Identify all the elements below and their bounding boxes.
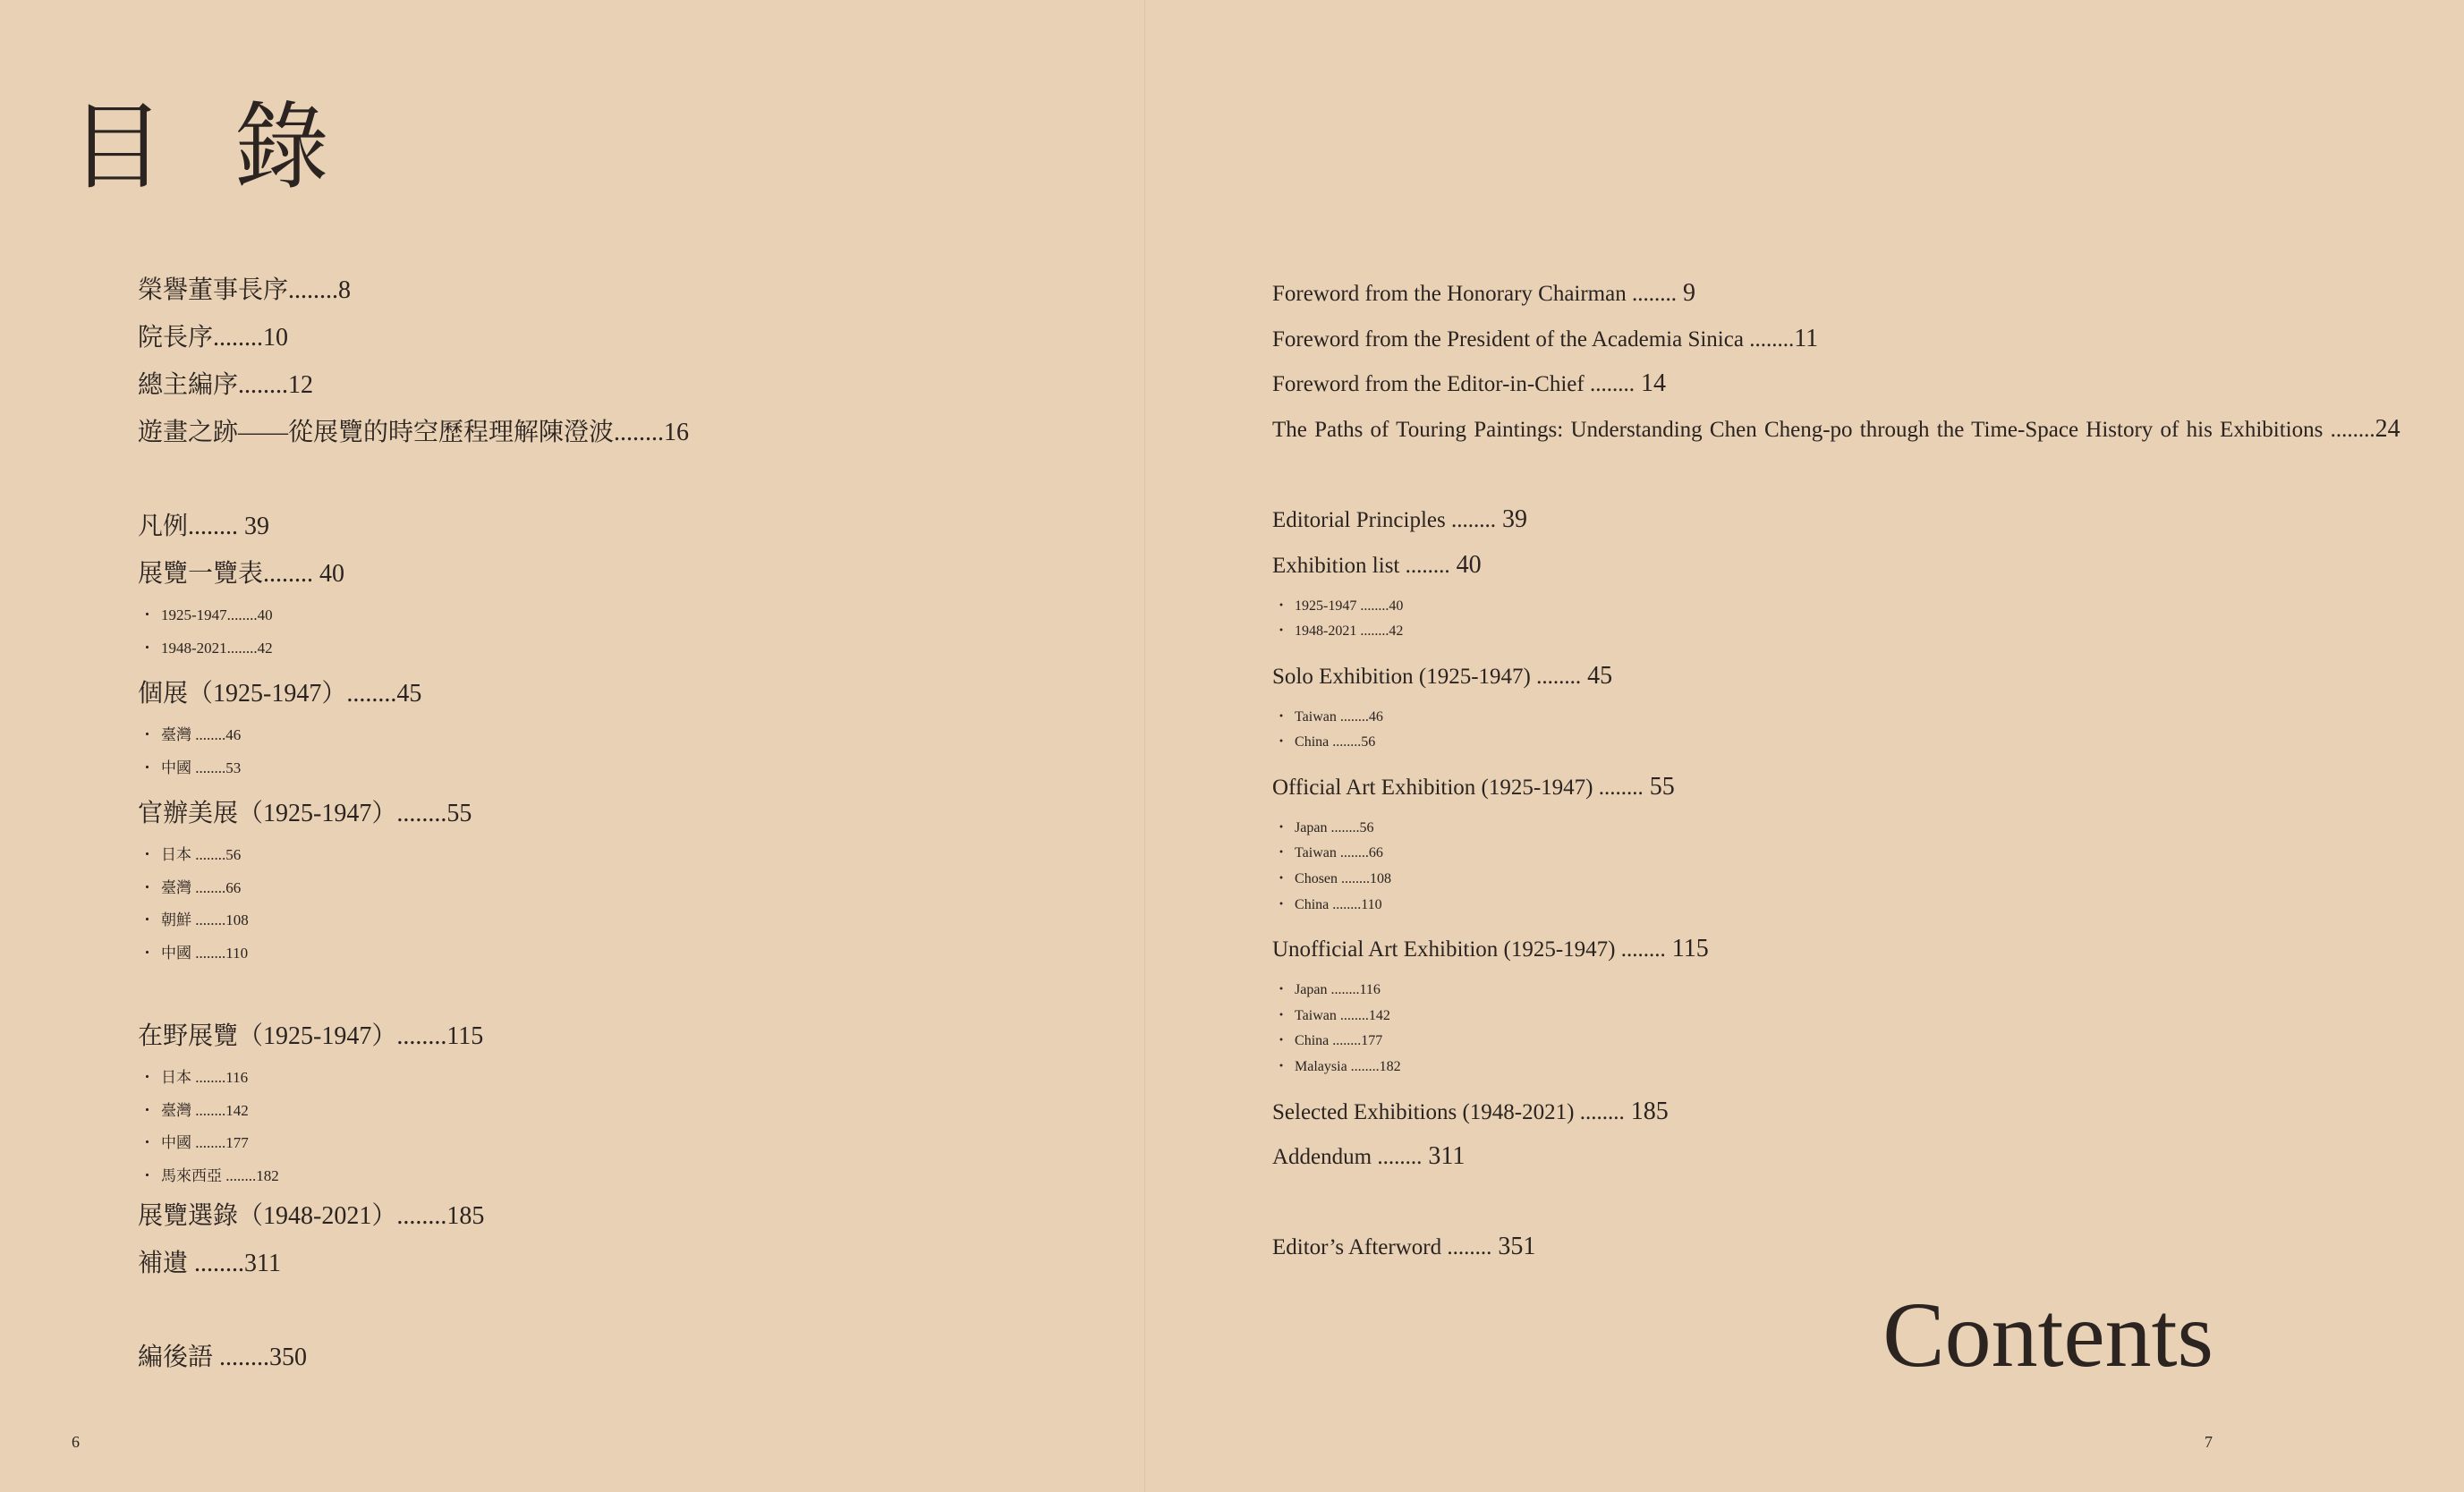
toc-entry-page: 11 xyxy=(1794,324,1819,352)
toc-subentry[interactable] xyxy=(138,1127,689,1160)
bullet: ・ xyxy=(140,1101,155,1119)
toc-entry-label: Editorial Principles ........ xyxy=(1272,508,1496,533)
toc-subentry-label: 日本 ........56 xyxy=(161,846,242,863)
bullet: ・ xyxy=(1274,819,1289,835)
toc-subentry-label: China ........56 xyxy=(1295,734,1376,750)
bullet: ・ xyxy=(140,1166,155,1184)
toc-entry[interactable]: 榮譽董事長序........8 xyxy=(138,276,352,304)
toc-subentry-label: Taiwan ........66 xyxy=(1295,845,1383,861)
toc-entry-page: 45 xyxy=(1581,661,1613,690)
bullet: ・ xyxy=(140,726,155,743)
toc-entry-label: Official Art Exhibition (1925-1947) ........ xyxy=(1272,775,1644,800)
toc-entry[interactable]: 個展（1925-1947）........45 xyxy=(138,680,422,708)
bullet: ・ xyxy=(1274,896,1289,912)
toc-subentry[interactable] xyxy=(1272,619,2464,645)
toc-entry-label: The Paths of Touring Paintings: Understanding Chen Cheng-po through the Time-Space History of his Exhibitions ........ xyxy=(1272,417,2375,442)
toc-entry-label: Solo Exhibition (1925-1947) ........ xyxy=(1272,664,1582,689)
toc-subentry[interactable] xyxy=(138,752,689,785)
bullet: ・ xyxy=(1274,1033,1289,1049)
bullet: ・ xyxy=(1274,598,1289,614)
toc-entry[interactable] xyxy=(1272,271,2464,317)
toc-entry[interactable]: 院長序........10 xyxy=(138,324,289,352)
right-page xyxy=(1145,0,2400,1492)
bullet: ・ xyxy=(140,606,155,623)
bullet: ・ xyxy=(1274,734,1289,750)
toc-entry-page: 24 xyxy=(2375,414,2400,443)
toc-entry-label: Foreword from the President of the Academia Sinica ........ xyxy=(1272,326,1795,352)
toc-entry[interactable]: 展覽一覽表........ 40 xyxy=(138,560,345,588)
toc-entry-page: 115 xyxy=(1665,935,1709,963)
bullet: ・ xyxy=(140,639,155,657)
toc-subentry[interactable] xyxy=(1272,1055,2464,1081)
toc-entry-page: 351 xyxy=(1491,1232,1536,1260)
toc-entry-page: 39 xyxy=(1495,505,1527,534)
toc-subentry[interactable] xyxy=(1272,816,2464,842)
toc-chinese xyxy=(138,267,689,1381)
toc-subentry[interactable] xyxy=(138,719,689,752)
toc-subentry[interactable] xyxy=(138,937,689,971)
toc-subentry-label: Japan ........116 xyxy=(1295,981,1381,997)
toc-subentry[interactable] xyxy=(138,904,689,937)
toc-subentry-label: 1925-1947 ........40 xyxy=(1295,598,1404,614)
toc-subentry-label: China ........110 xyxy=(1295,896,1382,912)
toc-entry-label: Addendum ........ xyxy=(1272,1145,1423,1170)
toc-entry-page: 40 xyxy=(1449,550,1482,579)
bullet: ・ xyxy=(1274,845,1289,861)
toc-subentry[interactable] xyxy=(1272,893,2464,919)
toc-entry[interactable] xyxy=(1272,1134,2464,1180)
toc-entry[interactable] xyxy=(1272,927,2464,972)
bullet: ・ xyxy=(140,759,155,776)
toc-subentry[interactable] xyxy=(138,1095,689,1128)
toc-entry[interactable]: 遊畫之跡——從展覽的時空歷程理解陳澄波........16 xyxy=(138,419,690,446)
bullet: ・ xyxy=(140,878,155,896)
page-title-english: Contents xyxy=(1882,1284,2213,1386)
toc-entry-page: 311 xyxy=(1422,1142,1466,1171)
toc-entry-label: Editor’s Afterword ........ xyxy=(1272,1234,1492,1259)
toc-entry[interactable]: 補遺 ........311 xyxy=(138,1250,281,1277)
bullet: ・ xyxy=(1274,870,1289,886)
toc-subentry[interactable] xyxy=(1272,730,2464,756)
toc-subentry-label: 中國 ........110 xyxy=(161,944,249,962)
toc-subentry-label: Malaysia ........182 xyxy=(1295,1058,1401,1074)
toc-entry[interactable] xyxy=(1272,543,2464,589)
toc-entry[interactable] xyxy=(1272,407,2464,454)
toc-entry[interactable]: 編後語 ........350 xyxy=(138,1344,308,1371)
toc-entry[interactable] xyxy=(1272,317,2464,362)
toc-subentry-label: 1948-2021 ........42 xyxy=(1295,623,1404,640)
bullet: ・ xyxy=(140,846,155,863)
toc-subentry-label: 臺灣 ........142 xyxy=(161,1101,249,1119)
toc-subentry-label: 中國 ........177 xyxy=(161,1134,249,1151)
toc-subentry[interactable] xyxy=(1272,841,2464,867)
bullet: ・ xyxy=(140,944,155,962)
toc-subentry-label: 臺灣 ........46 xyxy=(161,726,242,743)
toc-entry-page: 55 xyxy=(1643,772,1675,801)
bullet: ・ xyxy=(1274,981,1289,997)
left-page xyxy=(0,0,1145,1492)
toc-entry[interactable] xyxy=(1272,654,2464,699)
page-title-chinese: 目 錄 xyxy=(70,92,349,202)
page-number: 7 xyxy=(2205,1433,2213,1451)
toc-entry-label: Foreword from the Honorary Chairman ........ xyxy=(1272,282,1677,306)
toc-entry[interactable] xyxy=(1272,361,2464,407)
toc-subentry-label: China ........177 xyxy=(1295,1033,1383,1049)
toc-entry-label: Selected Exhibitions (1948-2021) ........ xyxy=(1272,1099,1625,1124)
bullet: ・ xyxy=(140,1134,155,1151)
toc-entry[interactable]: 凡例........ 39 xyxy=(138,513,270,540)
toc-subentry[interactable] xyxy=(138,1062,689,1095)
toc-entry-label: Foreword from the Editor-in-Chief ........ xyxy=(1272,372,1635,397)
toc-entry[interactable] xyxy=(1272,497,2464,543)
toc-subentry-label: Japan ........56 xyxy=(1295,819,1374,835)
toc-entry-label: Exhibition list ........ xyxy=(1272,553,1450,578)
bullet: ・ xyxy=(1274,1058,1289,1074)
toc-subentry[interactable] xyxy=(138,839,689,872)
toc-entry[interactable]: 總主編序........12 xyxy=(138,371,314,399)
bullet: ・ xyxy=(1274,708,1289,725)
toc-entry[interactable]: 在野展覽（1925-1947）........115 xyxy=(138,1022,484,1050)
toc-subentry[interactable] xyxy=(1272,867,2464,893)
toc-subentry[interactable] xyxy=(138,1160,689,1193)
toc-subentry-label: Chosen ........108 xyxy=(1295,870,1392,886)
toc-entry[interactable] xyxy=(1272,1089,2464,1135)
toc-english xyxy=(1272,271,2464,1269)
toc-subentry[interactable] xyxy=(1272,705,2464,731)
toc-subentry[interactable] xyxy=(1272,1004,2464,1030)
bullet: ・ xyxy=(1274,623,1289,640)
toc-entry[interactable] xyxy=(1272,765,2464,810)
toc-subentry[interactable] xyxy=(1272,594,2464,620)
toc-subentry[interactable] xyxy=(138,872,689,905)
toc-subentry-label: 日本 ........116 xyxy=(161,1069,249,1086)
bullet: ・ xyxy=(140,911,155,928)
toc-entry-label: Unofficial Art Exhibition (1925-1947) ........ xyxy=(1272,937,1666,962)
toc-entry[interactable]: 官辦美展（1925-1947）........55 xyxy=(138,800,472,827)
toc-subentry-label: 1948-2021........42 xyxy=(161,639,273,657)
bullet: ・ xyxy=(1274,1007,1289,1023)
toc-subentry-label: 馬來西亞 ........182 xyxy=(161,1166,279,1184)
toc-entry[interactable] xyxy=(1272,1225,2464,1270)
toc-subentry-label: 中國 ........53 xyxy=(161,759,242,776)
toc-entry-page: 14 xyxy=(1634,369,1666,398)
toc-entry[interactable]: 展覽選錄（1948-2021）........185 xyxy=(138,1202,485,1230)
toc-subentry-label: 臺灣 ........66 xyxy=(161,878,242,896)
toc-subentry-label: Taiwan ........46 xyxy=(1295,708,1383,725)
toc-subentry[interactable] xyxy=(1272,978,2464,1004)
toc-subentry[interactable] xyxy=(138,632,689,665)
toc-subentry[interactable] xyxy=(1272,1029,2464,1055)
bullet: ・ xyxy=(140,1069,155,1086)
toc-entry-page: 9 xyxy=(1676,279,1695,307)
toc-entry-page: 185 xyxy=(1624,1097,1669,1125)
page-number: 6 xyxy=(72,1433,80,1451)
toc-subentry-label: Taiwan ........142 xyxy=(1295,1007,1390,1023)
toc-subentry[interactable] xyxy=(138,599,689,632)
toc-subentry-label: 朝鮮 ........108 xyxy=(161,911,249,928)
toc-subentry-label: 1925-1947........40 xyxy=(161,606,273,623)
